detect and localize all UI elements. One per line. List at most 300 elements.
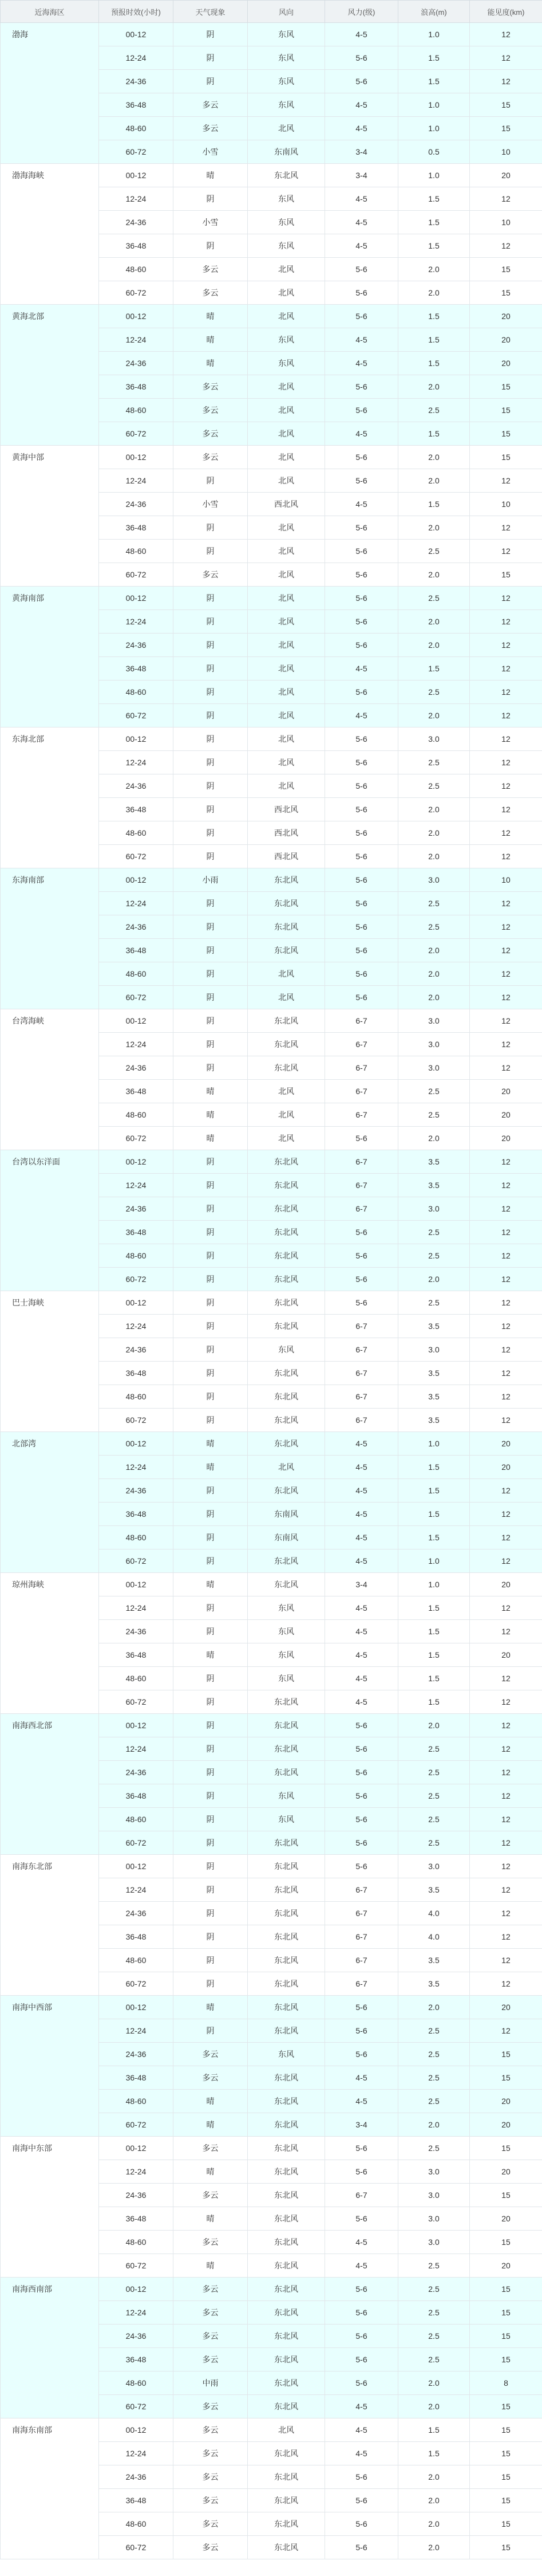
wind-force-cell: 5-6 — [325, 845, 398, 868]
wind-force-cell: 5-6 — [325, 1808, 398, 1831]
wave-height-cell: 3.0 — [398, 2207, 470, 2231]
wind-direction-cell: 东北风 — [248, 1362, 325, 1385]
wind-force-cell: 4-5 — [325, 2395, 398, 2418]
wind-direction-cell: 东北风 — [248, 1244, 325, 1268]
wind-force-cell: 4-5 — [325, 1503, 398, 1526]
weather-cell: 阴 — [173, 1385, 248, 1409]
visibility-cell: 12 — [470, 821, 542, 845]
visibility-cell: 12 — [470, 1503, 542, 1526]
wind-force-cell: 5-6 — [325, 2489, 398, 2512]
wave-height-cell: 2.5 — [398, 1808, 470, 1831]
period-cell: 48-60 — [99, 258, 173, 281]
wind-force-cell: 4-5 — [325, 117, 398, 140]
wind-direction-cell: 东北风 — [248, 2137, 325, 2160]
weather-cell: 阴 — [173, 23, 248, 46]
table-row — [1, 1291, 542, 1315]
wind-direction-cell: 东北风 — [248, 2113, 325, 2137]
visibility-cell: 10 — [470, 211, 542, 234]
region-name-cell: 东海北部 — [1, 727, 99, 868]
wind-direction-cell: 东北风 — [248, 1878, 325, 1902]
wind-direction-cell: 东北风 — [248, 892, 325, 915]
weather-cell: 阴 — [173, 892, 248, 915]
wave-height-cell: 4.0 — [398, 1902, 470, 1925]
period-cell: 12-24 — [99, 187, 173, 211]
wave-height-cell: 2.0 — [398, 446, 470, 469]
wind-force-cell: 5-6 — [325, 46, 398, 70]
period-cell: 48-60 — [99, 2372, 173, 2395]
wave-height-cell: 3.0 — [398, 1009, 470, 1033]
weather-cell: 多云 — [173, 2043, 248, 2066]
period-cell: 00-12 — [99, 1996, 173, 2019]
wind-direction-cell: 东风 — [248, 93, 325, 117]
visibility-cell: 12 — [470, 986, 542, 1009]
region-name-cell: 南海东北部 — [1, 1855, 99, 1996]
visibility-cell: 12 — [470, 751, 542, 774]
wind-force-cell: 4-5 — [325, 1690, 398, 1714]
period-cell: 24-36 — [99, 2325, 173, 2348]
weather-cell: 晴 — [173, 2090, 248, 2113]
wind-force-cell: 6-7 — [325, 1972, 398, 1996]
wind-direction-cell: 北风 — [248, 446, 325, 469]
wave-height-cell: 1.0 — [398, 93, 470, 117]
weather-cell: 阴 — [173, 1033, 248, 1056]
wave-height-cell: 1.5 — [398, 46, 470, 70]
weather-cell: 阴 — [173, 774, 248, 798]
weather-cell: 阴 — [173, 1620, 248, 1643]
period-cell: 00-12 — [99, 2278, 173, 2301]
period-cell: 36-48 — [99, 798, 173, 821]
wave-height-cell: 2.5 — [398, 2066, 470, 2090]
region-name-cell: 台湾以东洋面 — [1, 1150, 99, 1291]
wave-height-cell: 2.5 — [398, 2348, 470, 2372]
period-cell: 60-72 — [99, 2254, 173, 2278]
wind-force-cell: 5-6 — [325, 774, 398, 798]
wave-height-cell: 2.0 — [398, 563, 470, 587]
wind-force-cell: 4-5 — [325, 657, 398, 681]
visibility-cell: 12 — [470, 939, 542, 962]
period-cell: 12-24 — [99, 1315, 173, 1338]
wind-force-cell: 5-6 — [325, 2301, 398, 2325]
table-row — [1, 1714, 542, 1737]
wave-height-cell: 1.5 — [398, 1479, 470, 1503]
wave-height-cell: 3.5 — [398, 1150, 470, 1174]
table-row — [1, 1150, 542, 1174]
wind-direction-cell: 东北风 — [248, 2325, 325, 2348]
visibility-cell: 12 — [470, 1549, 542, 1573]
visibility-cell: 15 — [470, 2395, 542, 2418]
wind-direction-cell: 北风 — [248, 258, 325, 281]
wind-direction-cell: 东风 — [248, 1643, 325, 1667]
wind-force-cell: 5-6 — [325, 727, 398, 751]
period-cell: 12-24 — [99, 469, 173, 493]
wave-height-cell: 2.0 — [398, 2512, 470, 2536]
wave-height-cell: 1.5 — [398, 657, 470, 681]
wind-direction-cell: 西北风 — [248, 798, 325, 821]
wind-force-cell: 5-6 — [325, 1268, 398, 1291]
region-name-cell: 巴士海峡 — [1, 1291, 99, 1432]
wave-height-cell: 2.5 — [398, 2043, 470, 2066]
wind-force-cell: 4-5 — [325, 1526, 398, 1549]
weather-cell: 多云 — [173, 2489, 248, 2512]
wind-direction-cell: 东北风 — [248, 868, 325, 892]
visibility-cell: 12 — [470, 704, 542, 727]
visibility-cell: 12 — [470, 634, 542, 657]
period-cell: 36-48 — [99, 2207, 173, 2231]
region-name-cell: 黄海北部 — [1, 305, 99, 446]
visibility-cell: 20 — [470, 2090, 542, 2113]
period-cell: 24-36 — [99, 1056, 173, 1080]
wave-height-cell: 1.5 — [398, 422, 470, 446]
visibility-cell: 20 — [470, 1996, 542, 2019]
wind-direction-cell: 北风 — [248, 774, 325, 798]
period-cell: 12-24 — [99, 1737, 173, 1761]
period-cell: 12-24 — [99, 2160, 173, 2184]
wave-height-cell: 3.0 — [398, 1197, 470, 1221]
visibility-cell: 10 — [470, 493, 542, 516]
wave-height-cell: 2.5 — [398, 2090, 470, 2113]
visibility-cell: 12 — [470, 681, 542, 704]
weather-cell: 阴 — [173, 1197, 248, 1221]
visibility-cell: 12 — [470, 1174, 542, 1197]
wind-direction-cell: 东北风 — [248, 1056, 325, 1080]
period-cell: 00-12 — [99, 164, 173, 187]
wave-height-cell: 2.5 — [398, 774, 470, 798]
wind-direction-cell: 东北风 — [248, 1831, 325, 1855]
period-cell: 12-24 — [99, 1878, 173, 1902]
period-cell: 48-60 — [99, 821, 173, 845]
wave-height-cell: 3.0 — [398, 1855, 470, 1878]
wave-height-cell: 3.0 — [398, 2184, 470, 2207]
wind-direction-cell: 东北风 — [248, 1549, 325, 1573]
weather-cell: 阴 — [173, 727, 248, 751]
wave-height-cell: 3.5 — [398, 1409, 470, 1432]
visibility-cell: 20 — [470, 2160, 542, 2184]
weather-cell: 阴 — [173, 1291, 248, 1315]
wind-direction-cell: 东北风 — [248, 2465, 325, 2489]
wind-direction-cell: 北风 — [248, 704, 325, 727]
wind-direction-cell: 东北风 — [248, 2278, 325, 2301]
wind-force-cell: 3-4 — [325, 140, 398, 164]
period-cell: 24-36 — [99, 1197, 173, 1221]
wind-force-cell: 6-7 — [325, 1409, 398, 1432]
wind-direction-cell: 东北风 — [248, 1432, 325, 1456]
weather-cell: 阴 — [173, 2019, 248, 2043]
visibility-cell: 20 — [470, 1103, 542, 1127]
wind-direction-cell: 东北风 — [248, 1761, 325, 1784]
period-cell: 00-12 — [99, 446, 173, 469]
visibility-cell: 12 — [470, 962, 542, 986]
period-cell: 24-36 — [99, 774, 173, 798]
wind-direction-cell: 东风 — [248, 1338, 325, 1362]
wind-direction-cell: 北风 — [248, 2418, 325, 2442]
wind-direction-cell: 北风 — [248, 986, 325, 1009]
weather-cell: 阴 — [173, 46, 248, 70]
visibility-cell: 15 — [470, 2325, 542, 2348]
table-row — [1, 587, 542, 610]
wave-height-cell: 1.5 — [398, 328, 470, 352]
wind-direction-cell: 东北风 — [248, 164, 325, 187]
wave-height-cell: 2.5 — [398, 1080, 470, 1103]
wind-direction-cell: 东风 — [248, 1620, 325, 1643]
wind-force-cell: 6-7 — [325, 1925, 398, 1949]
period-cell: 12-24 — [99, 2442, 173, 2465]
wave-height-cell: 2.0 — [398, 516, 470, 540]
wave-height-cell: 2.5 — [398, 751, 470, 774]
visibility-cell: 12 — [470, 1808, 542, 1831]
wind-force-cell: 5-6 — [325, 281, 398, 305]
wave-height-cell: 2.5 — [398, 1784, 470, 1808]
wind-force-cell: 4-5 — [325, 2254, 398, 2278]
visibility-cell: 15 — [470, 422, 542, 446]
wind-direction-cell: 东风 — [248, 352, 325, 375]
visibility-cell: 12 — [470, 1197, 542, 1221]
weather-cell: 晴 — [173, 2160, 248, 2184]
weather-cell: 多云 — [173, 399, 248, 422]
weather-cell: 阴 — [173, 1056, 248, 1080]
visibility-cell: 15 — [470, 258, 542, 281]
wind-direction-cell: 东北风 — [248, 2348, 325, 2372]
weather-cell: 多云 — [173, 2137, 248, 2160]
weather-cell: 多云 — [173, 422, 248, 446]
weather-cell: 晴 — [173, 1103, 248, 1127]
wind-force-cell: 6-7 — [325, 2184, 398, 2207]
visibility-cell: 15 — [470, 117, 542, 140]
period-cell: 12-24 — [99, 2301, 173, 2325]
period-cell: 60-72 — [99, 1409, 173, 1432]
visibility-cell: 12 — [470, 1902, 542, 1925]
weather-cell: 小雪 — [173, 211, 248, 234]
wind-force-cell: 4-5 — [325, 1432, 398, 1456]
period-cell: 36-48 — [99, 1503, 173, 1526]
visibility-cell: 20 — [470, 328, 542, 352]
wind-direction-cell: 东北风 — [248, 1972, 325, 1996]
wind-direction-cell: 东风 — [248, 46, 325, 70]
visibility-cell: 12 — [470, 1667, 542, 1690]
visibility-cell: 12 — [470, 1385, 542, 1409]
wind-direction-cell: 东风 — [248, 23, 325, 46]
visibility-cell: 12 — [470, 1949, 542, 1972]
wave-height-cell: 0.5 — [398, 140, 470, 164]
region-name-cell: 渤海海峡 — [1, 164, 99, 305]
period-cell: 48-60 — [99, 1949, 173, 1972]
table-row — [1, 446, 542, 469]
wind-force-cell: 5-6 — [325, 1761, 398, 1784]
period-cell: 48-60 — [99, 1385, 173, 1409]
wind-direction-cell: 北风 — [248, 962, 325, 986]
period-cell: 36-48 — [99, 2348, 173, 2372]
visibility-cell: 15 — [470, 2043, 542, 2066]
weather-cell: 阴 — [173, 610, 248, 634]
period-cell: 48-60 — [99, 1667, 173, 1690]
wave-height-cell: 3.5 — [398, 1878, 470, 1902]
wave-height-cell: 2.5 — [398, 2325, 470, 2348]
visibility-cell: 12 — [470, 1056, 542, 1080]
visibility-cell: 12 — [470, 1878, 542, 1902]
period-cell: 24-36 — [99, 493, 173, 516]
visibility-cell: 15 — [470, 2066, 542, 2090]
wind-direction-cell: 北风 — [248, 540, 325, 563]
weather-cell: 晴 — [173, 1456, 248, 1479]
wind-direction-cell: 东北风 — [248, 1925, 325, 1949]
visibility-cell: 12 — [470, 1409, 542, 1432]
visibility-cell: 20 — [470, 352, 542, 375]
wave-height-cell: 2.5 — [398, 2301, 470, 2325]
period-cell: 36-48 — [99, 1643, 173, 1667]
wind-force-cell: 5-6 — [325, 1996, 398, 2019]
weather-cell: 阴 — [173, 1338, 248, 1362]
wind-force-cell: 4-5 — [325, 493, 398, 516]
wind-direction-cell: 北风 — [248, 516, 325, 540]
wind-force-cell: 5-6 — [325, 1291, 398, 1315]
wind-force-cell: 5-6 — [325, 2465, 398, 2489]
wind-direction-cell: 东风 — [248, 328, 325, 352]
wind-direction-cell: 东南风 — [248, 1503, 325, 1526]
visibility-cell: 15 — [470, 399, 542, 422]
wind-force-cell: 5-6 — [325, 610, 398, 634]
wind-force-cell: 4-5 — [325, 1620, 398, 1643]
wind-force-cell: 4-5 — [325, 187, 398, 211]
weather-cell: 多云 — [173, 2184, 248, 2207]
weather-cell: 阴 — [173, 657, 248, 681]
wave-height-cell: 4.0 — [398, 1925, 470, 1949]
weather-cell: 阴 — [173, 798, 248, 821]
wave-height-cell: 3.0 — [398, 2160, 470, 2184]
period-cell: 48-60 — [99, 681, 173, 704]
visibility-cell: 8 — [470, 2372, 542, 2395]
period-cell: 24-36 — [99, 1620, 173, 1643]
weather-cell: 多云 — [173, 2418, 248, 2442]
wave-height-cell: 2.0 — [398, 821, 470, 845]
period-cell: 12-24 — [99, 892, 173, 915]
wind-direction-cell: 东北风 — [248, 1409, 325, 1432]
region-name-cell: 南海中东部 — [1, 2137, 99, 2278]
wave-height-cell: 1.5 — [398, 187, 470, 211]
wind-direction-cell: 东北风 — [248, 2066, 325, 2090]
wind-force-cell: 6-7 — [325, 1033, 398, 1056]
wind-direction-cell: 东风 — [248, 2043, 325, 2066]
weather-cell: 晴 — [173, 1573, 248, 1596]
wind-force-cell: 4-5 — [325, 23, 398, 46]
wind-direction-cell: 北风 — [248, 751, 325, 774]
period-cell: 00-12 — [99, 1009, 173, 1033]
wind-force-cell: 5-6 — [325, 986, 398, 1009]
wave-height-cell: 2.0 — [398, 2113, 470, 2137]
period-cell: 24-36 — [99, 2043, 173, 2066]
period-cell: 00-12 — [99, 1855, 173, 1878]
wave-height-cell: 3.5 — [398, 1362, 470, 1385]
wave-height-cell: 3.0 — [398, 727, 470, 751]
wind-direction-cell: 北风 — [248, 422, 325, 446]
period-cell: 00-12 — [99, 868, 173, 892]
wave-height-cell: 2.5 — [398, 1737, 470, 1761]
wave-height-cell: 2.0 — [398, 798, 470, 821]
wind-force-cell: 3-4 — [325, 2113, 398, 2137]
wind-force-cell: 5-6 — [325, 2512, 398, 2536]
period-cell: 24-36 — [99, 634, 173, 657]
wind-force-cell: 5-6 — [325, 634, 398, 657]
wave-height-cell: 2.5 — [398, 1831, 470, 1855]
period-cell: 60-72 — [99, 704, 173, 727]
weather-cell: 阴 — [173, 1244, 248, 1268]
wave-height-cell: 2.5 — [398, 1103, 470, 1127]
period-cell: 00-12 — [99, 23, 173, 46]
table-row — [1, 1009, 542, 1033]
wind-force-cell: 4-5 — [325, 234, 398, 258]
wind-direction-cell: 东北风 — [248, 2254, 325, 2278]
wave-height-cell: 3.5 — [398, 1385, 470, 1409]
weather-cell: 阴 — [173, 469, 248, 493]
wind-direction-cell: 西北风 — [248, 493, 325, 516]
table-row — [1, 305, 542, 328]
wind-force-cell: 5-6 — [325, 2325, 398, 2348]
period-cell: 36-48 — [99, 93, 173, 117]
wind-direction-cell: 东北风 — [248, 1714, 325, 1737]
weather-cell: 阴 — [173, 1690, 248, 1714]
weather-cell: 阴 — [173, 751, 248, 774]
wind-force-cell: 4-5 — [325, 1456, 398, 1479]
visibility-cell: 20 — [470, 2254, 542, 2278]
period-cell: 60-72 — [99, 140, 173, 164]
wind-force-cell: 5-6 — [325, 70, 398, 93]
visibility-cell: 20 — [470, 1643, 542, 1667]
period-cell: 60-72 — [99, 1268, 173, 1291]
weather-cell: 阴 — [173, 1549, 248, 1573]
weather-cell: 晴 — [173, 2207, 248, 2231]
visibility-cell: 12 — [470, 1526, 542, 1549]
wave-height-cell: 2.0 — [398, 1996, 470, 2019]
visibility-cell: 12 — [470, 1855, 542, 1878]
period-cell: 24-36 — [99, 70, 173, 93]
wind-direction-cell: 东风 — [248, 1784, 325, 1808]
wind-force-cell: 5-6 — [325, 1784, 398, 1808]
period-cell: 60-72 — [99, 1831, 173, 1855]
weather-cell: 晴 — [173, 2113, 248, 2137]
weather-cell: 阴 — [173, 1526, 248, 1549]
wave-height-cell: 2.5 — [398, 1761, 470, 1784]
visibility-cell: 12 — [470, 1831, 542, 1855]
weather-cell: 阴 — [173, 845, 248, 868]
weather-cell: 多云 — [173, 2512, 248, 2536]
wind-direction-cell: 东北风 — [248, 1033, 325, 1056]
visibility-cell: 12 — [470, 587, 542, 610]
visibility-cell: 12 — [470, 2019, 542, 2043]
wave-height-cell: 1.5 — [398, 234, 470, 258]
period-cell: 24-36 — [99, 1902, 173, 1925]
period-cell: 00-12 — [99, 1573, 173, 1596]
wind-force-cell: 6-7 — [325, 1949, 398, 1972]
wind-direction-cell: 东北风 — [248, 2442, 325, 2465]
wind-force-cell: 5-6 — [325, 1127, 398, 1150]
period-cell: 12-24 — [99, 46, 173, 70]
period-cell: 60-72 — [99, 2395, 173, 2418]
weather-cell: 多云 — [173, 2301, 248, 2325]
wave-height-cell: 1.5 — [398, 1596, 470, 1620]
wind-direction-cell: 东风 — [248, 211, 325, 234]
visibility-cell: 15 — [470, 446, 542, 469]
visibility-cell: 12 — [470, 1150, 542, 1174]
weather-cell: 晴 — [173, 1432, 248, 1456]
wind-direction-cell: 北风 — [248, 1127, 325, 1150]
wave-height-cell: 2.5 — [398, 915, 470, 939]
wave-height-cell: 2.5 — [398, 1221, 470, 1244]
period-cell: 36-48 — [99, 375, 173, 399]
visibility-cell: 12 — [470, 1479, 542, 1503]
wave-height-cell: 1.5 — [398, 1526, 470, 1549]
wind-direction-cell: 东风 — [248, 234, 325, 258]
period-cell: 60-72 — [99, 2536, 173, 2559]
weather-cell: 晴 — [173, 1996, 248, 2019]
weather-cell: 阴 — [173, 1714, 248, 1737]
